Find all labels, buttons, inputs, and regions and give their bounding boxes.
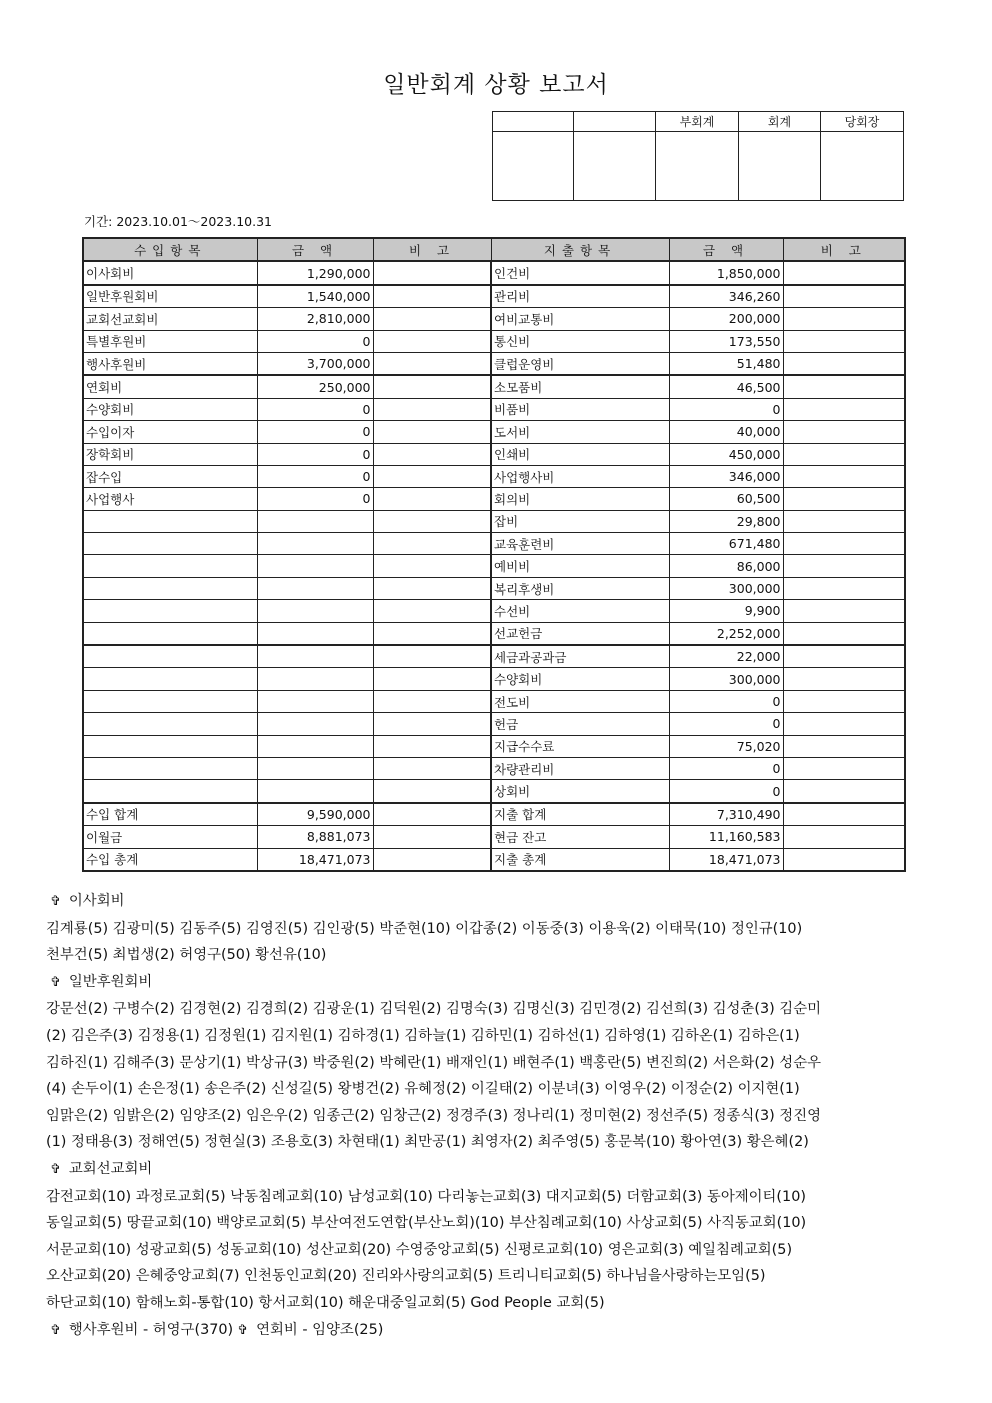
income-item-cell: 특별후원비 [83,330,257,352]
income-amount-cell [257,577,373,599]
expense-amount-cell: 173,550 [669,330,783,352]
expense-item-cell: 관리비 [491,285,669,308]
note-line: 하단교회(10) 함해노회-통합(10) 항서교회(10) 해운대중일교회(5) God People 교회(5) [46,1294,605,1311]
income-item-cell [83,757,257,779]
expense-note-cell [783,443,905,465]
expense-note-cell [783,330,905,352]
income-note-cell [373,352,491,375]
note-line: 임맑은(2) 임밝은(2) 임양조(2) 임은우(2) 임종근(2) 임창근(2) 정경주(3) 정나리(1) 정미현(2) 정선주(5) 정종식(3) 정진영 [46,1107,821,1124]
table-row [83,330,905,352]
income-note-cell [373,375,491,398]
expense-amount-cell: 75,020 [669,735,783,757]
signature-cell [739,132,821,201]
expense-note-cell [783,668,905,690]
income-item-cell [83,735,257,757]
note-line: 강문선(2) 구병수(2) 김경현(2) 김경희(2) 김광운(1) 김덕원(2) 김명숙(3) 김명신(3) 김민경(2) 김선희(3) 김성춘(3) 김순미 [46,1001,821,1018]
table-row [83,375,905,398]
note-heading-label: 일반후원회비 [68,973,153,990]
expense-note-cell [783,577,905,599]
approval-box [492,111,904,201]
total-row [83,826,905,848]
income-item-cell [83,668,257,690]
income-item-cell: 행사후원비 [83,352,257,375]
approval-header [493,112,574,132]
expense-amount-cell: 450,000 [669,443,783,465]
income-item-cell [83,600,257,622]
income-note-cell [373,848,491,871]
total-row [83,803,905,826]
income-amount-cell [257,622,373,645]
expense-note-cell [783,352,905,375]
table-row [83,465,905,487]
expense-amount-cell: 40,000 [669,421,783,443]
expense-note-cell [783,510,905,532]
income-amount-cell [257,668,373,690]
expense-item-cell: 클럽운영비 [491,352,669,375]
expense-note-cell [783,803,905,826]
expense-item-cell: 교육훈련비 [491,533,669,555]
table-row [83,645,905,668]
income-item-cell [83,555,257,577]
expense-note-cell [783,261,905,284]
income-item-cell: 이월금 [83,826,257,848]
income-item-cell: 수입 총계 [83,848,257,871]
income-amount-cell: 18,471,073 [257,848,373,871]
income-item-cell: 일반후원회비 [83,285,257,308]
expense-amount-cell: 0 [669,780,783,803]
income-amount-cell: 250,000 [257,375,373,398]
table-row [83,713,905,735]
note-heading [46,969,946,997]
income-amount-cell: 0 [257,443,373,465]
note-line: 김계룡(5) 김광미(5) 김동주(5) 김영진(5) 김인광(5) 박준현(10) 이갑종(2) 이동중(3) 이용욱(2) 이태묵(10) 정인규(10) [46,920,803,937]
income-amount-cell [257,757,373,779]
note-heading [46,1317,946,1345]
expense-item-cell: 복리후생비 [491,577,669,599]
table-row [83,510,905,532]
expense-note-cell [783,398,905,420]
table-row [83,622,905,645]
income-item-cell: 이사회비 [83,261,257,284]
income-note-cell [373,803,491,826]
note-line: 서문교회(10) 성광교회(5) 성동교회(10) 성산교회(20) 수영중앙교회(5) 신평로교회(10) 영은교회(3) 예일침례교회(5) [46,1241,793,1258]
signature-cell [656,132,739,201]
expense-item-cell: 회의비 [491,488,669,510]
expense-item-cell: 잡비 [491,510,669,532]
income-amount-cell [257,735,373,757]
note-heading [46,1156,946,1184]
approval-header-president: 당회장 [821,112,904,132]
income-item-cell: 수양회비 [83,398,257,420]
expense-item-cell: 예비비 [491,555,669,577]
approval-header-vice-treasurer: 부회계 [656,112,739,132]
income-amount-cell [257,690,373,712]
income-note-cell [373,421,491,443]
table-row [83,261,905,284]
page-title: 일반회계 상황 보고서 [383,72,609,98]
income-item-cell: 연회비 [83,375,257,398]
header-note: 비 고 [783,238,905,261]
income-note-cell [373,826,491,848]
report-period: 기간: 2023.10.01～2023.10.31 [84,214,272,229]
expense-item-cell: 인쇄비 [491,443,669,465]
income-amount-cell: 0 [257,330,373,352]
note-line: (2) 김은주(3) 김정용(1) 김정원(1) 김지원(1) 김하경(1) 김하늘(1) 김하민(1) 김하선(1) 김하영(1) 김하온(1) 김하은(1) [46,1027,800,1044]
cross-icon: ✞ [50,974,61,990]
expense-amount-cell: 2,252,000 [669,622,783,645]
income-amount-cell: 9,590,000 [257,803,373,826]
expense-item-cell: 전도비 [491,690,669,712]
expense-note-cell [783,465,905,487]
income-item-cell: 수입 합계 [83,803,257,826]
expense-amount-cell: 671,480 [669,533,783,555]
income-note-cell [373,757,491,779]
expense-amount-cell: 0 [669,690,783,712]
income-amount-cell [257,510,373,532]
income-note-cell [373,510,491,532]
income-amount-cell [257,713,373,735]
income-note-cell [373,668,491,690]
income-note-cell [373,735,491,757]
expense-note-cell [783,713,905,735]
income-amount-cell: 1,290,000 [257,261,373,284]
expense-note-cell [783,848,905,871]
note-line: 천부건(5) 최법생(2) 허영구(50) 황선유(10) [46,947,327,964]
expense-amount-cell: 51,480 [669,352,783,375]
income-item-cell: 사업행사 [83,488,257,510]
income-note-cell [373,465,491,487]
table-row [83,285,905,308]
table-row [83,398,905,420]
expense-amount-cell: 22,000 [669,645,783,668]
expense-amount-cell: 18,471,073 [669,848,783,871]
income-item-cell: 잡수입 [83,465,257,487]
income-note-cell [373,555,491,577]
income-note-cell [373,713,491,735]
expense-item-cell: 여비교통비 [491,308,669,330]
income-item-cell: 수입이자 [83,421,257,443]
expense-item-cell: 상회비 [491,780,669,803]
header-income-item: 수입항목 [83,238,257,261]
expense-amount-cell: 1,850,000 [669,261,783,284]
expense-note-cell [783,735,905,757]
note-annual-fee: 연회비 - 임양조(25) [256,1321,384,1338]
expense-item-cell: 현금 잔고 [491,826,669,848]
expense-amount-cell: 300,000 [669,577,783,599]
header-note: 비 고 [373,238,491,261]
table-row [83,488,905,510]
expense-note-cell [783,533,905,555]
expense-amount-cell: 0 [669,713,783,735]
income-note-cell [373,443,491,465]
income-amount-cell: 1,540,000 [257,285,373,308]
cross-icon: ✞ [237,1322,249,1338]
income-item-cell: 장학회비 [83,443,257,465]
income-note-cell [373,577,491,599]
income-amount-cell [257,600,373,622]
expense-note-cell [783,826,905,848]
expense-item-cell: 수선비 [491,600,669,622]
expense-amount-cell: 11,160,583 [669,826,783,848]
expense-amount-cell: 29,800 [669,510,783,532]
expense-note-cell [783,757,905,779]
income-item-cell [83,780,257,803]
expense-item-cell: 인건비 [491,261,669,284]
note-line: 오산교회(20) 은혜중앙교회(7) 인천동인교회(20) 진리와사랑의교회(5) 트리니티교회(5) 하나님을사랑하는모임(5) [46,1268,766,1285]
income-note-cell [373,330,491,352]
expense-note-cell [783,690,905,712]
cross-icon: ✞ [50,894,61,909]
expense-note-cell [783,600,905,622]
expense-item-cell: 도서비 [491,421,669,443]
total-row [83,848,905,871]
table-row [83,533,905,555]
income-note-cell [373,780,491,803]
income-item-cell: 교회선교회비 [83,308,257,330]
expense-item-cell: 차량관리비 [491,757,669,779]
expense-item-cell: 지출 총계 [491,848,669,871]
cross-icon: ✞ [50,1161,61,1177]
expense-amount-cell: 300,000 [669,668,783,690]
table-row [83,555,905,577]
income-amount-cell: 0 [257,465,373,487]
table-row [83,443,905,465]
expense-amount-cell: 200,000 [669,308,783,330]
table-row [83,600,905,622]
header-expense-item: 지출항목 [491,238,669,261]
income-amount-cell [257,555,373,577]
expense-note-cell [783,780,905,803]
income-item-cell [83,577,257,599]
income-amount-cell [257,780,373,803]
note-line: 감전교회(10) 과정로교회(5) 낙동침례교회(10) 남성교회(10) 다리놓는교회(3) 대지교회(5) 더함교회(3) 동아제이티(10) [46,1188,806,1205]
header-amount: 금 액 [257,238,373,261]
expense-amount-cell: 86,000 [669,555,783,577]
table-row [83,308,905,330]
income-amount-cell [257,645,373,668]
table-row [83,577,905,599]
table-row [83,757,905,779]
income-note-cell [373,488,491,510]
approval-header-treasurer: 회계 [739,112,821,132]
expense-amount-cell: 46,500 [669,375,783,398]
signature-cell [493,132,574,201]
income-item-cell [83,622,257,645]
expense-amount-cell: 9,900 [669,600,783,622]
cross-icon: ✞ [50,1322,61,1338]
table-row [83,735,905,757]
note-line: 김하진(1) 김해주(3) 문상기(1) 박상규(3) 박중원(2) 박혜란(1) 배재인(1) 배현주(1) 백홍란(5) 변진희(2) 서은화(2) 성순우 [46,1054,821,1071]
approval-header [574,112,656,132]
table-row [83,421,905,443]
note-heading [46,888,946,916]
expense-note-cell [783,308,905,330]
income-amount-cell: 0 [257,421,373,443]
income-note-cell [373,261,491,284]
expense-item-cell: 수양회비 [491,668,669,690]
income-note-cell [373,285,491,308]
header-amount: 금 액 [669,238,783,261]
income-note-cell [373,398,491,420]
note-line: (4) 손두이(1) 손은정(1) 송은주(2) 신성길(5) 왕병건(2) 유혜정(2) 이길태(2) 이분녀(3) 이영우(2) 이정순(2) 이지현(1) [46,1081,800,1098]
note-line: (1) 정태용(3) 정해연(5) 정현실(3) 조용호(3) 차현태(1) 최만공(1) 최영자(2) 최주영(5) 홍문복(10) 황아연(3) 황은혜(2) [46,1134,809,1151]
note-line: 동일교회(5) 땅끝교회(10) 백양로교회(5) 부산여전도연합(부산노회)(10) 부산침례교회(10) 사상교회(5) 사직동교회(10) [46,1215,807,1232]
income-item-cell [83,510,257,532]
table-row [83,352,905,375]
note-heading-label: 이사회비 [68,893,125,909]
expense-amount-cell: 346,000 [669,465,783,487]
expense-note-cell [783,285,905,308]
expense-amount-cell: 0 [669,757,783,779]
expense-item-cell: 비품비 [491,398,669,420]
note-heading-label: 교회선교회비 [68,1160,153,1177]
table-row [83,780,905,803]
expense-note-cell [783,555,905,577]
income-note-cell [373,533,491,555]
expense-item-cell: 지급수수료 [491,735,669,757]
ledger-table [82,237,906,872]
income-amount-cell: 2,810,000 [257,308,373,330]
income-note-cell [373,645,491,668]
income-amount-cell [257,533,373,555]
income-note-cell [373,308,491,330]
income-item-cell [83,645,257,668]
expense-item-cell: 세금과공과금 [491,645,669,668]
note-event-donation: 행사후원비 - 허영구(370) [68,1321,234,1338]
income-item-cell [83,533,257,555]
expense-item-cell: 헌금 [491,713,669,735]
expense-item-cell: 소모품비 [491,375,669,398]
expense-note-cell [783,645,905,668]
income-amount-cell: 3,700,000 [257,352,373,375]
expense-note-cell [783,488,905,510]
income-note-cell [373,622,491,645]
expense-note-cell [783,375,905,398]
table-row [83,690,905,712]
expense-item-cell: 사업행사비 [491,465,669,487]
income-item-cell [83,690,257,712]
income-amount-cell: 0 [257,398,373,420]
income-amount-cell: 8,881,073 [257,826,373,848]
table-row [83,668,905,690]
expense-note-cell [783,421,905,443]
signature-cell [821,132,904,201]
expense-amount-cell: 346,260 [669,285,783,308]
expense-note-cell [783,622,905,645]
expense-amount-cell: 7,310,490 [669,803,783,826]
expense-item-cell: 통신비 [491,330,669,352]
expense-item-cell: 선교헌금 [491,622,669,645]
expense-amount-cell: 60,500 [669,488,783,510]
income-note-cell [373,600,491,622]
income-note-cell [373,690,491,712]
notes-section [46,888,946,1344]
expense-item-cell: 지출 합계 [491,803,669,826]
income-amount-cell: 0 [257,488,373,510]
signature-cell [574,132,656,201]
expense-amount-cell: 0 [669,398,783,420]
income-item-cell [83,713,257,735]
